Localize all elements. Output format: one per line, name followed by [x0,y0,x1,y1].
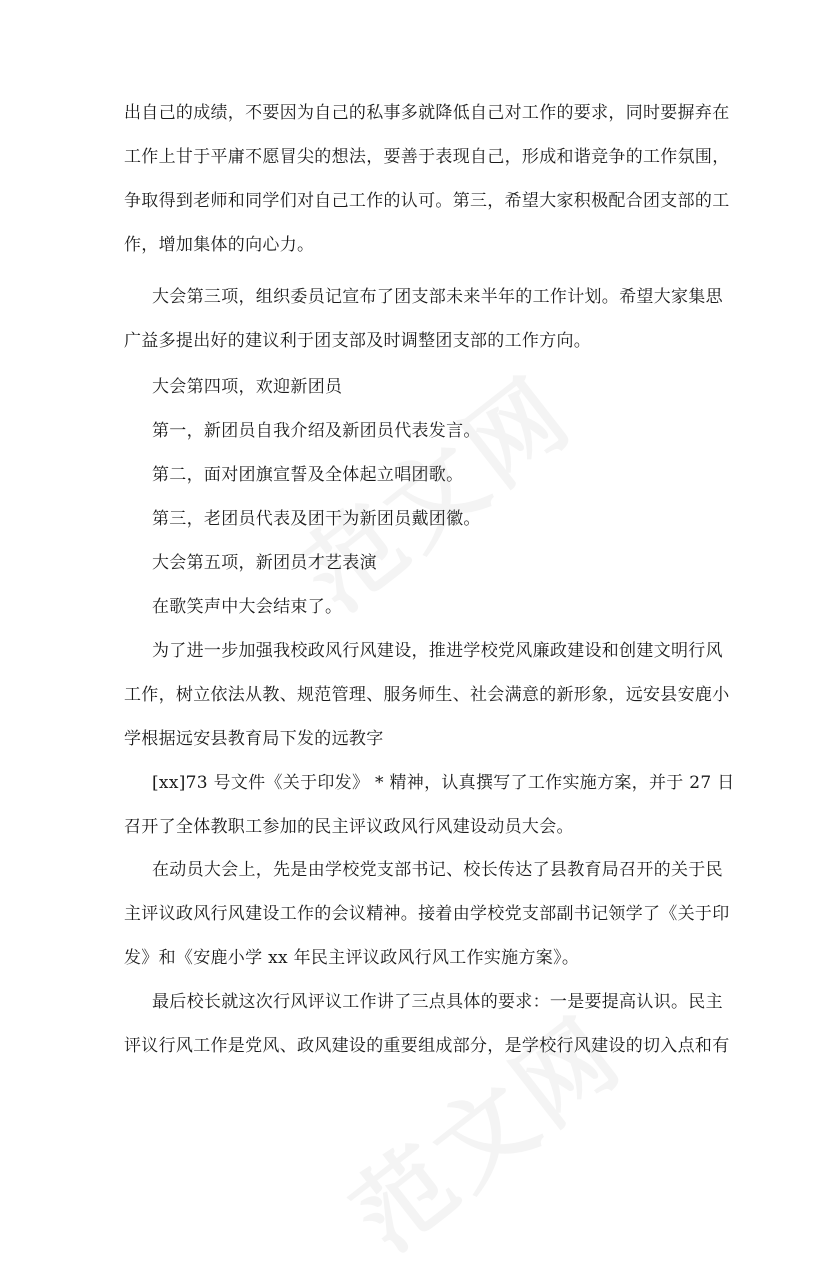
paragraph [124,275,723,363]
paragraph [124,409,712,453]
text-line: 第二，面对团旗宣誓及全体起立唱团歌。 [152,465,464,485]
text-line: [xx]73 号文件《关于印发》 * 精神，认真撰写了工作实施方案，并于 27 日 [152,773,735,793]
text-line: 工作，树立依法从教、规范管理、服务师生、社会满意的新形象，远安县安鹿小 [124,685,730,705]
paragraph [124,848,730,980]
text-line: 主评议政风行风建设工作的会议精神。接着由学校党支部副书记领学了《关于印 [124,904,730,924]
paragraph [124,365,712,409]
text-line: 评议行风工作是党风、政风建设的重要组成部分，是学校行风建设的切入点和有 [124,1036,730,1056]
paragraph [124,453,712,497]
text-line: 大会第四项，欢迎新团员 [152,377,343,397]
text-line: 为了进一步加强我校政风行风建设，推进学校党风廉政建设和创建文明行风 [152,641,723,661]
paragraph [124,980,730,1068]
paragraph [124,91,730,267]
text-line: 第一，新团员自我介绍及新团员代表发言。 [152,421,481,441]
text-line: 出自己的成绩，不要因为自己的私事多就降低自己对工作的要求，同时要摒弃在 [124,103,730,123]
text-line: 最后校长就这次行风评议工作讲了三点具体的要求：一是要提高认识。民主 [152,992,723,1012]
text-line: 第三，老团员代表及团干为新团员戴团徽。 [152,509,481,529]
text-line: 广益多提出好的建议利于团支部及时调整团支部的工作方向。 [124,331,592,351]
paragraph [124,541,712,585]
text-line: 在歌笑声中大会结束了。 [152,597,343,617]
text-line: 学根据远安县教育局下发的远教字 [124,729,384,749]
paragraph [124,761,735,849]
text-line: 大会第三项，组织委员记宣布了团支部未来半年的工作计划。希望大家集思 [152,287,723,307]
text-line: 工作上甘于平庸不愿冒尖的想法，要善于表现自己，形成和谐竞争的工作氛围， [124,147,730,167]
text-line: 发》和《安鹿小学 xx 年民主评议政风行风工作实施方案》。 [124,948,580,968]
paragraph [124,497,712,541]
text-line: 召开了全体教职工参加的民主评议政风行风建设动员大会。 [124,817,574,837]
text-line: 在动员大会上，先是由学校党支部书记、校长传达了县教育局召开的关于民 [152,860,723,880]
text-line: 大会第五项，新团员才艺表演 [152,553,377,573]
paragraph [124,629,730,761]
paragraph [124,585,712,629]
text-line: 争取得到老师和同学们对自己工作的认可。第三，希望大家积极配合团支部的工 [124,191,730,211]
text-line: 作，增加集体的向心力。 [124,235,315,255]
